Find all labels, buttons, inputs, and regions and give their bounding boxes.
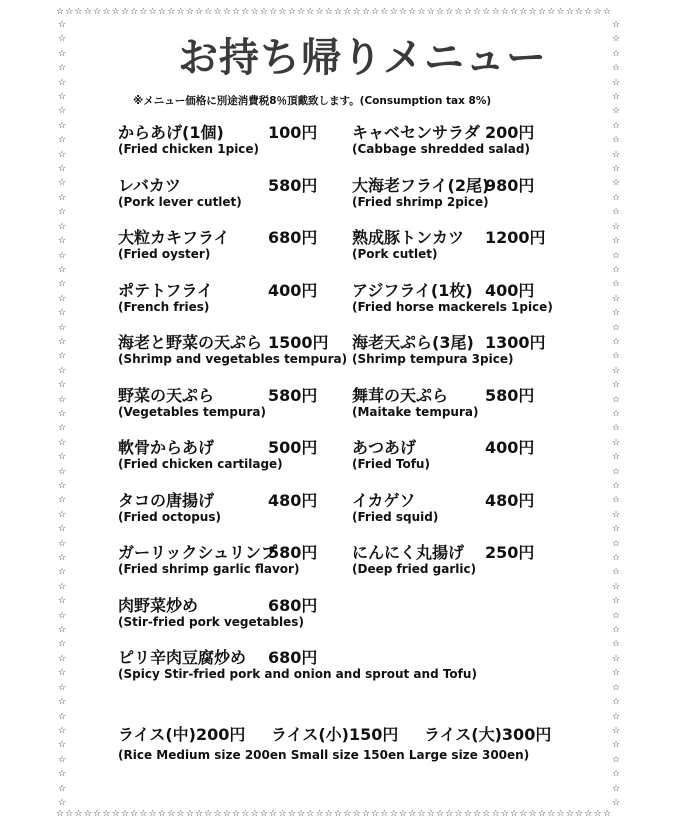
menu-title: お持ち帰りメニュー bbox=[178, 35, 547, 81]
item-name-en: (Fried chicken 1pice) bbox=[118, 142, 260, 156]
item-price: 680円 bbox=[268, 648, 318, 667]
tax-note: ※メニュー価格に別途消費税8％頂戴致します。(Consumption tax 8%) bbox=[133, 95, 492, 107]
item-name-jp: 舞茸の天ぷら bbox=[352, 385, 449, 405]
item-name-en: (Fried shrimp garlic flavor) bbox=[118, 562, 300, 576]
item-name-en: (Pork lever cutlet) bbox=[118, 194, 242, 209]
item-name-jp: 大粒カキフライ bbox=[118, 228, 230, 247]
item-price: 1300円 bbox=[485, 333, 546, 352]
rice-english: (Rice Medium size 200en Small size 150en Large size 300en) bbox=[118, 748, 530, 762]
item-name-jp: タコの唐揚げ bbox=[118, 490, 215, 510]
item-name-jp: からあげ(1個) bbox=[118, 123, 224, 142]
item-name-en: (Spicy Stir-fried pork and onion and sprout and Tofu) bbox=[118, 667, 477, 681]
item-price: 100円 bbox=[268, 123, 318, 142]
item-name-jp: 熟成豚トンカツ bbox=[352, 228, 465, 247]
item-name-jp: 野菜の天ぷら bbox=[118, 385, 215, 405]
rice-medium: ライス(中)200円 bbox=[118, 725, 246, 744]
item-name-jp: ポテトフライ bbox=[118, 280, 214, 300]
item-name-jp: ガーリックシュリンプ bbox=[118, 543, 278, 562]
item-price: 400円 bbox=[485, 438, 535, 457]
item-name-jp: アジフライ(1枚) bbox=[352, 280, 473, 300]
item-name-jp: 海老天ぷら(3尾) bbox=[352, 333, 474, 352]
item-name-en: (Fried chicken cartilage) bbox=[118, 457, 283, 471]
item-price: 250円 bbox=[485, 543, 535, 562]
item-price: 580円 bbox=[268, 175, 318, 195]
item-name-jp: ピリ辛肉豆腐炒め bbox=[118, 648, 247, 667]
item-name-en: (Fried horse mackerels 1pice) bbox=[352, 299, 553, 314]
item-name-en: (Fried oyster) bbox=[118, 247, 211, 261]
item-name-jp: 大海老フライ(2尾) bbox=[352, 175, 490, 195]
item-price: 580円 bbox=[485, 385, 535, 405]
item-name-en: (Fried squid) bbox=[352, 509, 439, 524]
item-name-jp: 肉野菜炒め bbox=[118, 595, 199, 615]
item-price: 980円 bbox=[485, 175, 535, 195]
item-name-en: (Cabbage shredded salad) bbox=[352, 142, 530, 156]
item-price: 500円 bbox=[268, 438, 318, 457]
item-price: 680円 bbox=[268, 595, 318, 615]
item-price: 400円 bbox=[268, 280, 318, 300]
item-name-en: (Vegetables tempura) bbox=[118, 404, 266, 419]
item-name-jp: イカゲソ bbox=[352, 490, 416, 510]
item-price: 1200円 bbox=[485, 228, 546, 247]
rice-large: ライス(大)300円 bbox=[423, 725, 552, 744]
star-border-bottom: ☆☆☆☆☆☆☆☆☆☆☆☆☆☆☆☆☆☆☆☆☆☆☆☆☆☆☆☆☆☆☆☆☆☆☆☆☆☆☆☆☆☆☆☆☆☆☆☆☆☆☆☆☆☆☆☆☆☆☆☆ bbox=[56, 809, 613, 819]
item-name-jp: にんにく丸揚げ bbox=[352, 543, 465, 562]
item-price: 480円 bbox=[268, 490, 318, 510]
item-name-en: (Stir-fried pork vegetables) bbox=[118, 614, 304, 629]
item-name-jp: 軟骨からあげ bbox=[118, 438, 215, 457]
item-name-en: (Fried Tofu) bbox=[352, 457, 430, 471]
item-price: 400円 bbox=[485, 280, 535, 300]
item-name-jp: 海老と野菜の天ぷら bbox=[118, 333, 263, 352]
item-price: 680円 bbox=[268, 228, 318, 247]
item-name-en: (Fried shrimp 2pice) bbox=[352, 194, 489, 209]
rice-prices bbox=[118, 722, 571, 745]
item-name-en: (Maitake tempura) bbox=[352, 404, 479, 419]
item-name-en: (French fries) bbox=[118, 299, 210, 314]
item-name-en: (Shrimp and vegetables tempura) bbox=[118, 352, 348, 366]
item-name-en: (Fried octopus) bbox=[118, 509, 221, 524]
item-name-jp: キャベセンサラダ bbox=[352, 123, 480, 142]
item-price: 1500円 bbox=[268, 333, 329, 352]
item-price: 580円 bbox=[268, 385, 318, 405]
star-border-top: ☆☆☆☆☆☆☆☆☆☆☆☆☆☆☆☆☆☆☆☆☆☆☆☆☆☆☆☆☆☆☆☆☆☆☆☆☆☆☆☆☆☆☆☆☆☆☆☆☆☆☆☆☆☆☆☆☆☆☆☆ bbox=[56, 7, 613, 17]
item-name-en: (Deep fried garlic) bbox=[352, 562, 477, 576]
item-name-en: (Shrimp tempura 3pice) bbox=[352, 352, 514, 366]
item-name-jp: レバカツ bbox=[118, 175, 181, 195]
item-price: 200円 bbox=[485, 123, 535, 142]
star-border-left: ☆ ☆ ☆ ☆ ☆ ☆ ☆ ☆ ☆ ☆ ☆ ☆ ☆ ☆ ☆ ☆ ☆ ☆ ☆ ☆ ☆ ☆ ☆ ☆ ☆ ☆ ☆ ☆ ☆ ☆ ☆ ☆ ☆ ☆ ☆ ☆ ☆ ☆ ☆ ☆ ☆ ☆ ☆ ☆ ☆ ☆ ☆ ☆ ☆ ☆ ☆ ☆ ☆ ☆ ☆ bbox=[57, 20, 67, 808]
star-border-right: ☆ ☆ ☆ ☆ ☆ ☆ ☆ ☆ ☆ ☆ ☆ ☆ ☆ ☆ ☆ ☆ ☆ ☆ ☆ ☆ ☆ ☆ ☆ ☆ ☆ ☆ ☆ ☆ ☆ ☆ ☆ ☆ ☆ ☆ ☆ ☆ ☆ ☆ ☆ ☆ ☆ ☆ ☆ ☆ ☆ ☆ ☆ ☆ ☆ ☆ ☆ ☆ ☆ ☆ ☆ bbox=[611, 20, 621, 808]
item-price: 480円 bbox=[485, 490, 535, 510]
item-name-jp: あつあげ bbox=[352, 438, 417, 457]
rice-small: ライス(小)150円 bbox=[270, 725, 399, 744]
item-name-en: (Pork cutlet) bbox=[352, 247, 438, 261]
item-price: 580円 bbox=[268, 543, 318, 562]
